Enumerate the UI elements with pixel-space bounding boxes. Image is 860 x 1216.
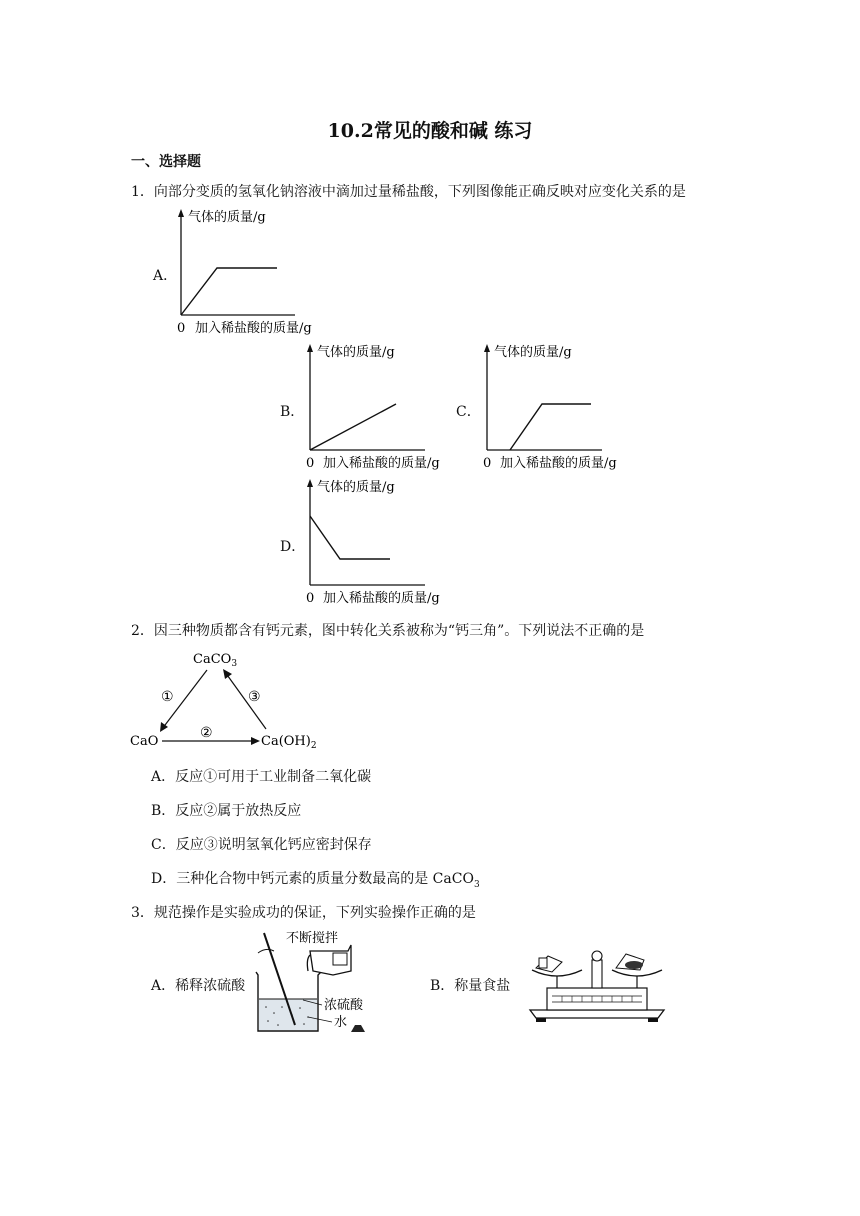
q1-graph-c-xlabel: 加入稀盐酸的质量/g: [500, 456, 617, 471]
balance-scale-illustration: [522, 940, 672, 1025]
question-3-stem: 3．规范操作是实验成功的保证，下列实验操作正确的是: [131, 905, 476, 921]
q2-option-c: C．反应③说明氢氧化钙应密封保存: [151, 837, 372, 853]
q1-option-a-label: A．: [153, 268, 178, 284]
question-2-stem: 2．因三种物质都含有钙元素，图中转化关系被称为“钙三角”。下列说法不正确的是: [131, 623, 645, 639]
q1-graph-a-origin: 0: [177, 321, 186, 336]
arrow-3-label: ③: [248, 689, 261, 705]
q1-graph-a: [170, 205, 370, 340]
q2-option-d: D．三种化合物中钙元素的质量分数最高的是 CaCO$_3$: [151, 871, 480, 890]
label-stirring: 不断搅拌: [286, 931, 339, 946]
q1-graph-c: [477, 340, 647, 475]
q1-graph-a-curve: [181, 268, 277, 315]
q1-graph-b-ylabel: 气体的质量/g: [317, 345, 395, 360]
q1-graph-a-xlabel: 加入稀盐酸的质量/g: [195, 321, 312, 336]
q1-graph-b-xlabel: 加入稀盐酸的质量/g: [323, 456, 440, 471]
q1-graph-d: [300, 475, 470, 610]
q1-graph-d-xlabel: 加入稀盐酸的质量/g: [323, 591, 440, 606]
question-1-stem: 1．向部分变质的氢氧化钠溶液中滴加过量稀盐酸，下列图像能正确反映对应变化关系的是: [131, 184, 686, 200]
q1-graph-d-curve: [310, 516, 390, 559]
q1-graph-d-ylabel: 气体的质量/g: [317, 480, 395, 495]
q1-option-c-label: C．: [456, 404, 481, 420]
q1-graph-c-origin: 0: [483, 456, 492, 471]
calcium-triangle-diagram: [126, 645, 326, 755]
q1-graph-c-curve: [510, 404, 591, 450]
q3-option-b: B．称量食盐: [430, 978, 511, 994]
node-caco3: CaCO$_3$: [193, 652, 238, 669]
arrow-2-label: ②: [200, 725, 213, 741]
dilution-illustration: [248, 925, 388, 1045]
node-caoh2: $Ca(OH)_2$: [261, 734, 317, 751]
node-cao: CaO: [130, 734, 159, 749]
arrow-1-label: ①: [161, 689, 174, 705]
q2-option-b: B．反应②属于放热反应: [151, 803, 302, 819]
q1-graph-a-ylabel: 气体的质量/g: [188, 210, 266, 225]
q1-option-d-label: D．: [280, 539, 306, 555]
q2-option-a: A．反应①可用于工业制备二氧化碳: [151, 769, 372, 785]
q1-graph-d-origin: 0: [306, 591, 315, 606]
q1-graph-b-curve: [310, 404, 396, 450]
q3-option-a: A．稀释浓硫酸: [151, 978, 246, 994]
q1-graph-b-origin: 0: [306, 456, 315, 471]
q1-option-b-label: B．: [280, 404, 305, 420]
label-conc-acid: 浓硫酸: [324, 998, 364, 1013]
q1-graph-b: [300, 340, 470, 475]
page-title: 10.2常见的酸和碱 练习: [327, 120, 533, 142]
section-heading: 一、选择题: [131, 154, 201, 170]
label-water: 水: [334, 1015, 348, 1030]
q1-graph-c-ylabel: 气体的质量/g: [494, 345, 572, 360]
